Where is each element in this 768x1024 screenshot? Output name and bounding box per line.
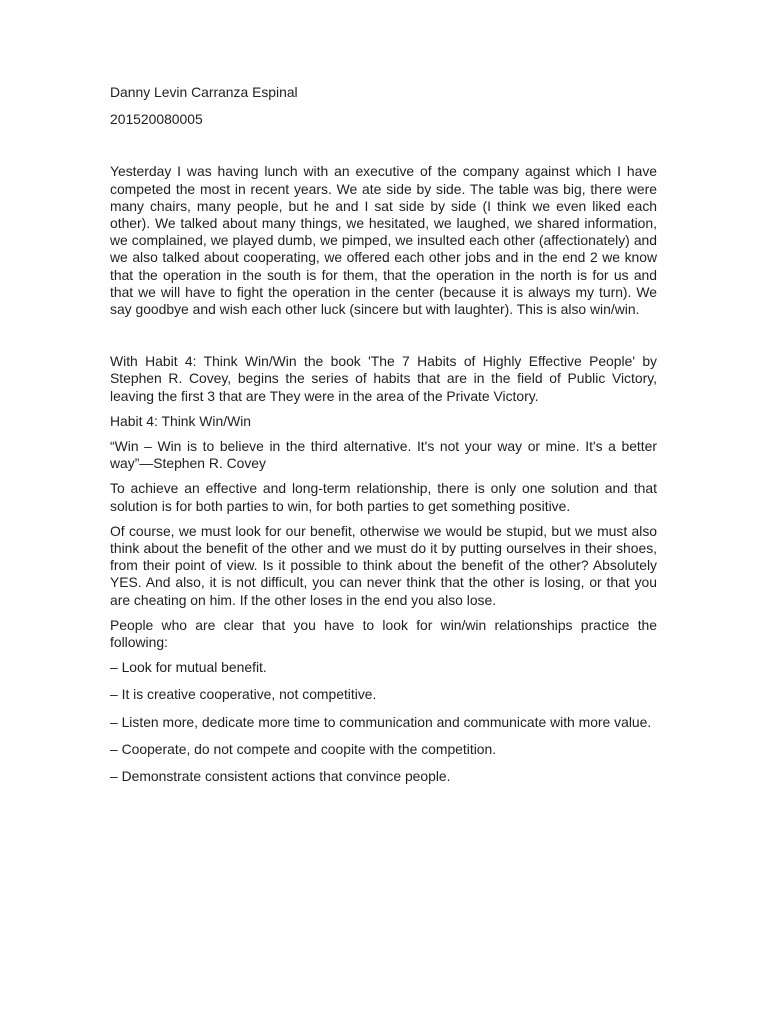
student-id: 201520080005 <box>110 111 203 128</box>
habit-heading: Habit 4: Think Win/Win <box>110 412 252 429</box>
benefit-paragraph: Of course, we must look for our benefit, otherwise we would be stupid, but we must also think about the benefit of the other and we must do it by putting ourselves in their shoes, from their point of view. Is it possible to think about the benefit of the other? Absolutely YES. And also, it is not difficult, you can never think that the other is losing, or that you are cheating on him. If the other loses in the end you also lose. <box>110 522 657 608</box>
habit-intro-paragraph: With Habit 4: Think Win/Win the book 'The 7 Habits of Highly Effective People' by Stephen R. Covey, begins the series of habits that are in the field of Public Victory, leaving the first 3 that are They were in the area of the Private Victory. <box>110 353 657 404</box>
practice-list <box>110 659 657 785</box>
practice-item: – Demonstrate consistent actions that convince people. <box>110 768 451 785</box>
author-name: Danny Levin Carranza Espinal <box>110 84 298 100</box>
relationship-paragraph: To achieve an effective and long-term relationship, there is only one solution and that solution is for both parties to win, for both parties to get something positive. <box>110 480 657 514</box>
practice-item: – Cooperate, do not compete and coopite with the competition. <box>110 740 497 757</box>
practice-item: – Look for mutual benefit. <box>110 659 267 676</box>
practice-item: – Listen more, dedicate more time to communication and communicate with more value. <box>110 713 652 730</box>
story-paragraph: Yesterday I was having lunch with an executive of the company against which I have competed the most in recent years. We ate side by side. The table was big, there were many chairs, many people, but he and I sat side by side (I think we even liked each other). We talked about many things, we hesitated, we laughed, we shared information, we complained, we played dumb, we pimped, we insulted each other (affectionately) and we also talked about cooperating, we offered each other jobs and in the end 2 we know that the operation in the south is for them, that the operation in the north is for us and that we will have to fight the operation in the center (because it is always my turn). We say goodbye and wish each other luck (sincere but with laughter). This is also win/win. <box>110 163 657 318</box>
practice-intro-paragraph: People who are clear that you have to look for win/win relationships practice the following: <box>110 616 657 651</box>
covey-quote: “Win – Win is to believe in the third alternative. It's not your way or mine. It's a better way”—Stephen R. Covey <box>110 438 657 472</box>
practice-item: – It is creative cooperative, not competitive. <box>110 686 377 703</box>
